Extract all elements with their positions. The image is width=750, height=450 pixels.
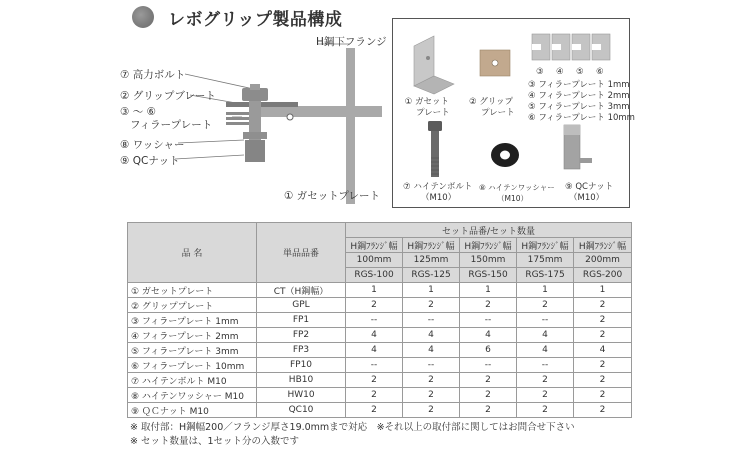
row-quantity: --	[403, 313, 460, 328]
table-row	[128, 298, 632, 313]
row-quantity: 2	[403, 298, 460, 313]
filler-number-4: ④	[556, 67, 564, 77]
callout-filler-range: ③ 〜 ⑥	[120, 106, 157, 118]
row-unit-code: HB10	[257, 373, 346, 388]
row-unit-code: GPL	[257, 298, 346, 313]
bolt-icon	[428, 121, 442, 177]
filler-number-6: ⑥	[596, 67, 604, 77]
row-quantity: 1	[346, 283, 403, 298]
row-quantity: 2	[574, 328, 632, 343]
row-product-name: ⑦ ハイテンボルト M10	[128, 373, 257, 388]
header-unit-code: 単品品番	[257, 223, 346, 283]
row-quantity: 4	[403, 343, 460, 358]
row-quantity: 2	[403, 388, 460, 403]
row-product-name: ⑨ ＱＣナット M10	[128, 403, 257, 418]
spec-table	[127, 222, 632, 418]
row-quantity: 4	[460, 328, 517, 343]
set-width-label: H鋼ﾌﾗﾝｼﾞ幅	[403, 238, 460, 253]
row-quantity: 2	[517, 403, 574, 418]
row-product-name: ① ガセットプレート	[128, 283, 257, 298]
row-unit-code: FP2	[257, 328, 346, 343]
page-title: レボグリップ製品構成	[168, 10, 343, 30]
row-quantity: 2	[460, 403, 517, 418]
row-quantity: --	[460, 358, 517, 373]
row-quantity: 4	[574, 343, 632, 358]
filler-plates-icon	[532, 34, 610, 60]
row-product-name: ③ フィラープレート 1mm	[128, 313, 257, 328]
washer-caption-line1: ⑧ ハイテンワッシャー	[479, 183, 555, 192]
row-quantity: 2	[346, 373, 403, 388]
flange-web	[346, 48, 355, 204]
row-quantity: --	[346, 358, 403, 373]
row-product-name: ④ フィラープレート 2mm	[128, 328, 257, 343]
filler-list-item: ⑥ フィラープレート 10mm	[528, 113, 635, 123]
filler-list	[528, 80, 635, 124]
row-unit-code: QC10	[257, 403, 346, 418]
row-quantity: 2	[346, 403, 403, 418]
table-row	[128, 343, 632, 358]
set-width-mm: 175mm	[517, 253, 574, 268]
row-quantity: 2	[346, 298, 403, 313]
row-quantity: 4	[346, 343, 403, 358]
row-quantity: --	[346, 313, 403, 328]
grip-caption-line2: プレート	[481, 108, 515, 118]
table-row	[128, 373, 632, 388]
row-quantity: 2	[574, 298, 632, 313]
table-row	[128, 328, 632, 343]
set-code: RGS-200	[574, 268, 632, 283]
gusset-plate-icon	[414, 36, 454, 94]
set-code: RGS-150	[460, 268, 517, 283]
bolt-caption-line1: ⑦ ハイテンボルト	[403, 182, 473, 192]
header-set-group: セット品番/セット数量	[346, 223, 632, 238]
set-width-mm: 150mm	[460, 253, 517, 268]
note-mounting: ※ 取付部：H鋼幅200／フランジ厚さ19.0mmまで対応 ※それ以上の取付部に関してはお問合せ下さい	[130, 422, 575, 433]
row-quantity: 2	[574, 403, 632, 418]
leader-nut	[175, 155, 244, 159]
grip-plate-shape	[226, 102, 298, 107]
set-width-label: H鋼ﾌﾗﾝｼﾞ幅	[574, 238, 632, 253]
row-product-name: ⑥ フィラープレート 10mm	[128, 358, 257, 373]
row-quantity: 1	[517, 283, 574, 298]
row-quantity: --	[460, 313, 517, 328]
table-row	[128, 358, 632, 373]
set-width-mm: 200mm	[574, 253, 632, 268]
row-quantity: 1	[403, 283, 460, 298]
row-product-name: ⑤ フィラープレート 3mm	[128, 343, 257, 358]
washer-icon	[491, 143, 519, 167]
row-quantity: 2	[517, 298, 574, 313]
row-unit-code: HW10	[257, 388, 346, 403]
row-quantity: 2	[517, 388, 574, 403]
set-width-mm: 125mm	[403, 253, 460, 268]
bolt-caption-line2: （M10）	[421, 193, 457, 203]
row-quantity: 2	[460, 373, 517, 388]
row-quantity: 1	[574, 283, 632, 298]
note-quantity: ※ セット数量は、1セット分の入数です	[130, 436, 300, 447]
row-quantity: 2	[460, 388, 517, 403]
row-quantity: --	[517, 313, 574, 328]
gusset-caption-line1: ① ガセット	[404, 97, 449, 107]
filler-list-item: ⑤ フィラープレート 3mm	[528, 102, 630, 112]
set-code: RGS-175	[517, 268, 574, 283]
gusset-arm	[255, 106, 382, 117]
row-unit-code: FP1	[257, 313, 346, 328]
row-quantity: 6	[460, 343, 517, 358]
row-quantity: 2	[460, 298, 517, 313]
set-width-mm: 100mm	[346, 253, 403, 268]
nut-caption-line1: ⑨ QCナット	[565, 182, 614, 192]
callout-bolt: ⑦ 高力ボルト	[120, 69, 186, 81]
set-width-label: H鋼ﾌﾗﾝｼﾞ幅	[346, 238, 403, 253]
callout-gusset: ① ガセットプレート	[284, 190, 381, 202]
grip-plate-icon	[480, 50, 510, 76]
filler-number-3: ③	[536, 67, 544, 77]
set-code: RGS-125	[403, 268, 460, 283]
flange-label: H鋼下フランジ	[316, 36, 387, 48]
set-code: RGS-100	[346, 268, 403, 283]
row-quantity: 2	[574, 358, 632, 373]
row-quantity: 2	[346, 388, 403, 403]
assembly-diagram	[0, 0, 392, 215]
row-quantity: 2	[574, 313, 632, 328]
filler-list-item: ③ フィラープレート 1mm	[528, 80, 630, 90]
filler-list-item: ④ フィラープレート 2mm	[528, 91, 630, 101]
row-quantity: --	[517, 358, 574, 373]
washer-shape	[243, 132, 267, 139]
grip-caption-line1: ② グリップ	[469, 97, 513, 107]
row-quantity: --	[403, 358, 460, 373]
table-row	[128, 388, 632, 403]
table-row	[128, 313, 632, 328]
row-quantity: 2	[517, 373, 574, 388]
table-row	[128, 283, 632, 298]
nut-shape	[245, 140, 265, 162]
callout-grip-plate: ② グリップブレート	[120, 90, 216, 102]
header-product-name: 品 名	[128, 223, 257, 283]
callout-nut: ⑨ QCナット	[120, 155, 180, 167]
set-width-label: H鋼ﾌﾗﾝｼﾞ幅	[460, 238, 517, 253]
row-quantity: 4	[517, 328, 574, 343]
row-quantity: 4	[517, 343, 574, 358]
row-quantity: 1	[460, 283, 517, 298]
nut-caption-line2: （M10）	[569, 193, 605, 203]
row-quantity: 2	[403, 403, 460, 418]
table-row	[128, 403, 632, 418]
row-unit-code: FP10	[257, 358, 346, 373]
leader-washer	[178, 140, 244, 143]
row-quantity: 2	[574, 373, 632, 388]
filler-number-5: ⑤	[576, 67, 584, 77]
row-product-name: ② グリッププレート	[128, 298, 257, 313]
callout-washer: ⑧ ワッシャー	[120, 139, 185, 151]
callout-filler: フィラープレート	[130, 119, 213, 131]
row-quantity: 2	[403, 373, 460, 388]
qc-nut-icon	[564, 125, 592, 169]
row-quantity: 4	[403, 328, 460, 343]
washer-caption-line2: （M10）	[497, 194, 529, 203]
row-unit-code: FP3	[257, 343, 346, 358]
set-width-label: H鋼ﾌﾗﾝｼﾞ幅	[517, 238, 574, 253]
row-quantity: 2	[574, 388, 632, 403]
gusset-caption-line2: プレート	[416, 108, 450, 118]
row-unit-code: CT（H鋼幅）	[257, 283, 346, 298]
row-product-name: ⑧ ハイテンワッシャー M10	[128, 388, 257, 403]
row-quantity: 4	[346, 328, 403, 343]
